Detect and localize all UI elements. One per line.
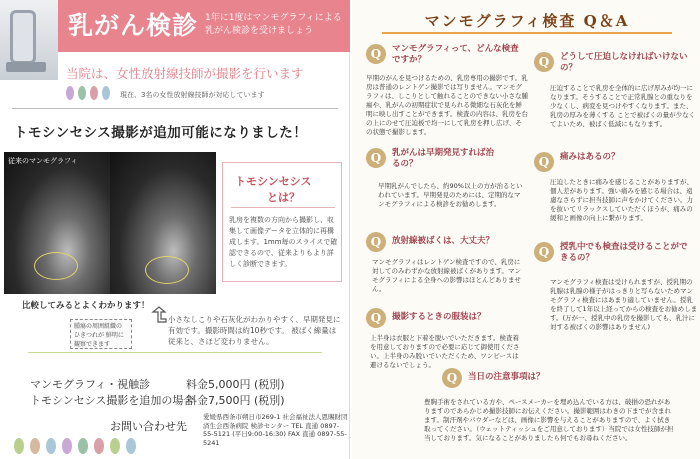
question: 授乳中でも検査は受けることができるの？: [560, 242, 688, 263]
leaf-icon: [102, 86, 110, 100]
machine-base: [6, 62, 46, 72]
tomosynthesis-box: [222, 162, 342, 282]
qa-item: [366, 232, 526, 302]
leaf-icon: [78, 86, 86, 100]
q-icon: Q: [366, 44, 386, 64]
answer: 豊胸手術をされている方や、ペースメーカーを埋め込んでいる方は、破損の恐れがありますのであらかじめ撮影技師にお伝えください。撮影範囲はわきの下までが含まれます。制汗剤やパウダーなどは、画像に影響を与えることがありますので、よく拭き取ってください。（ウェットティッシュをご用意しております）当院では女性技師が担当しております。気になることがありましたら何でもお尋ねください。: [424, 398, 674, 442]
q-icon: Q: [366, 308, 386, 328]
xray-conventional: [4, 152, 110, 294]
answer: 早期のがんを見つけるための、乳房専用の撮影です。乳房は普通のレントゲン撮影では写りません。マンモグラフィは、しこりとして触れることのできない小さな腫瘍や、乳がんの初期症状で見られる微細な石灰化を鮮明に映し出すことができます。検査の内容は、乳房を台の上にのせて圧迫板で均一にして乳房を押し広げ、その状態で撮影します。: [366, 74, 528, 136]
decorative-sprigs: [66, 86, 110, 100]
answer: 圧迫することで乳房を全体的に広げ厚みが均一になります。そうすることで正常乳腺との重なりを少なくし、病変を見つけやすくなります。また、乳房の厚みを薄くする ことで被ばくの量が少なくてよいため、被ばく低減にもなります。: [550, 84, 696, 128]
q-icon: Q: [534, 52, 554, 72]
qa-item: [534, 242, 698, 332]
q-icon: Q: [442, 368, 462, 388]
leaf-icon: [78, 438, 88, 454]
machine-arm: [10, 10, 36, 64]
tomo-description: 乳房を複数の方向から撮影し、収集して画像データを立体的に再構成します。1mm毎のスライスで確認できるので、従来よりもより詳しく診断できます。: [229, 216, 338, 268]
divider: [382, 32, 672, 34]
qa-item: [366, 44, 528, 136]
highlight-oval: [145, 256, 189, 284]
q-icon: Q: [534, 152, 554, 172]
price-value-2: 料金7,500円 (税別): [186, 394, 285, 407]
question: どうして圧迫しなければいけないの？: [560, 52, 688, 73]
xray-label: 従来のマンモグラフィ: [8, 157, 78, 165]
divider: [12, 108, 338, 109]
price-label-1: マンモグラフィ・視触診: [30, 378, 151, 391]
leaf-icon: [90, 86, 98, 100]
divider: [231, 207, 335, 208]
answer: 上半身は衣服と下着を脱いでいただきます。検査着を用意しておりますので必要に応じて御使用ください。上半身のみ脱いでいただくため、ワンピースは避けるないでしょう。: [370, 334, 520, 369]
arrow-up-icon: [150, 306, 168, 324]
question: 撮影するときの服装は？: [392, 312, 486, 322]
question: 痛みはあるの？: [560, 152, 620, 162]
q-icon: Q: [366, 232, 386, 252]
lead-text: 当院は、女性放射線技師が撮影を行います: [66, 66, 304, 81]
mammography-machine-image: [0, 0, 58, 80]
question: 放射線被ばくは、大丈夫？: [392, 236, 495, 246]
tomo-subtitle: とは？: [267, 191, 300, 204]
q-icon: Q: [534, 242, 554, 262]
answer: 圧迫したときに痛みを感じることがありますが、個人差があります。強い痛みを感じる場合は、遠慮なさらずに担当技師に声をかけてください。力を抜いてリラックスしていただくほうが、痛みの緩和と画像の向上に繋がります。: [550, 178, 693, 222]
xray-tomosynthesis: [110, 152, 216, 294]
contact-heading: お問い合わせ先: [110, 420, 187, 433]
qa-item: [534, 152, 694, 232]
qa-item: [366, 148, 526, 218]
answer: 早期乳がんでしたら、約90%以上の方が治るといわれています。早期発見のためには、定期的なマンモグラフィによる検診をお勧めします。: [378, 182, 523, 208]
highlight-oval: [34, 252, 78, 280]
leaf-icon: [94, 438, 104, 454]
leaf-icon: [126, 438, 136, 454]
leaf-icon: [46, 438, 56, 454]
question: 乳がんは早期発見すれば治るの？: [392, 148, 495, 169]
q-icon: Q: [366, 148, 386, 168]
contact-address: 愛媛県西条市朔日市269-1 社会福祉法人恩賜財団済生会西条病院 検診センター TEL 直通 0897-55-5121 (平日9:00-16:30) FAX 直通 0897-55-5241: [203, 413, 348, 447]
leaf-icon: [30, 438, 40, 454]
answer: マンモグラフィ検査は受けられますが、授乳期の乳腺は乳腺の様子がはっきりと写らないためマンモグラフィ検査にはあまり適していません。授乳を終了して1年以上経ってからの検査をお勧めします。(万が一、授乳中の乳房を撮影しても、乳汁に対する被ばくの影響はありません): [550, 278, 698, 331]
headline: トモシンセシス撮影が追加可能になりました！: [14, 125, 308, 141]
compare-caption: 比較してみるとよくわかります！: [22, 301, 150, 311]
header-subtitle: 1年に1度はマンモグラフィによる乳がん検診を受けましょう: [205, 13, 342, 36]
tomo-title: トモシンセシス: [235, 175, 312, 188]
question: 当日の注意事項は？: [468, 372, 545, 382]
price-value-1: 料金5,000円 (税別): [186, 378, 285, 391]
detail-box: 腫瘍の周囲組織の ひきつれが 鮮明に観察できます: [70, 319, 132, 349]
price-label-2: トモシンセシス撮影を追加の場合: [30, 394, 195, 407]
leaf-icon: [66, 86, 74, 100]
page-title: 乳がん検診: [68, 11, 199, 40]
qa-title: マンモグラフィ検査 Q＆A: [424, 12, 630, 30]
leaf-icon: [14, 438, 24, 454]
question: マンモグラフィって、どんな検査ですか？: [392, 44, 519, 65]
divider: [28, 352, 322, 353]
answer: マンモグラフィはレントゲン検査ですので、乳房に対してのみわずかな放射線被ばくがあります。マンモグラフィによる全身への影響はほとんどありません。: [372, 258, 521, 293]
qa-item: [424, 368, 692, 456]
leaf-icon: [62, 438, 72, 454]
benefit-text: 小さなしこりや石灰化がわかりやすく、早期発見に有効です。撮影時間は約10秒です。 被ばく線量は従来と、さほど変わりません。: [168, 315, 341, 346]
leaf-icon: [110, 438, 120, 454]
qa-item: [534, 52, 694, 132]
qa-page: [352, 0, 700, 459]
decorative-footer: [14, 438, 136, 454]
staff-note: 現在、3名の女性放射線技師が対応しています: [120, 91, 265, 99]
